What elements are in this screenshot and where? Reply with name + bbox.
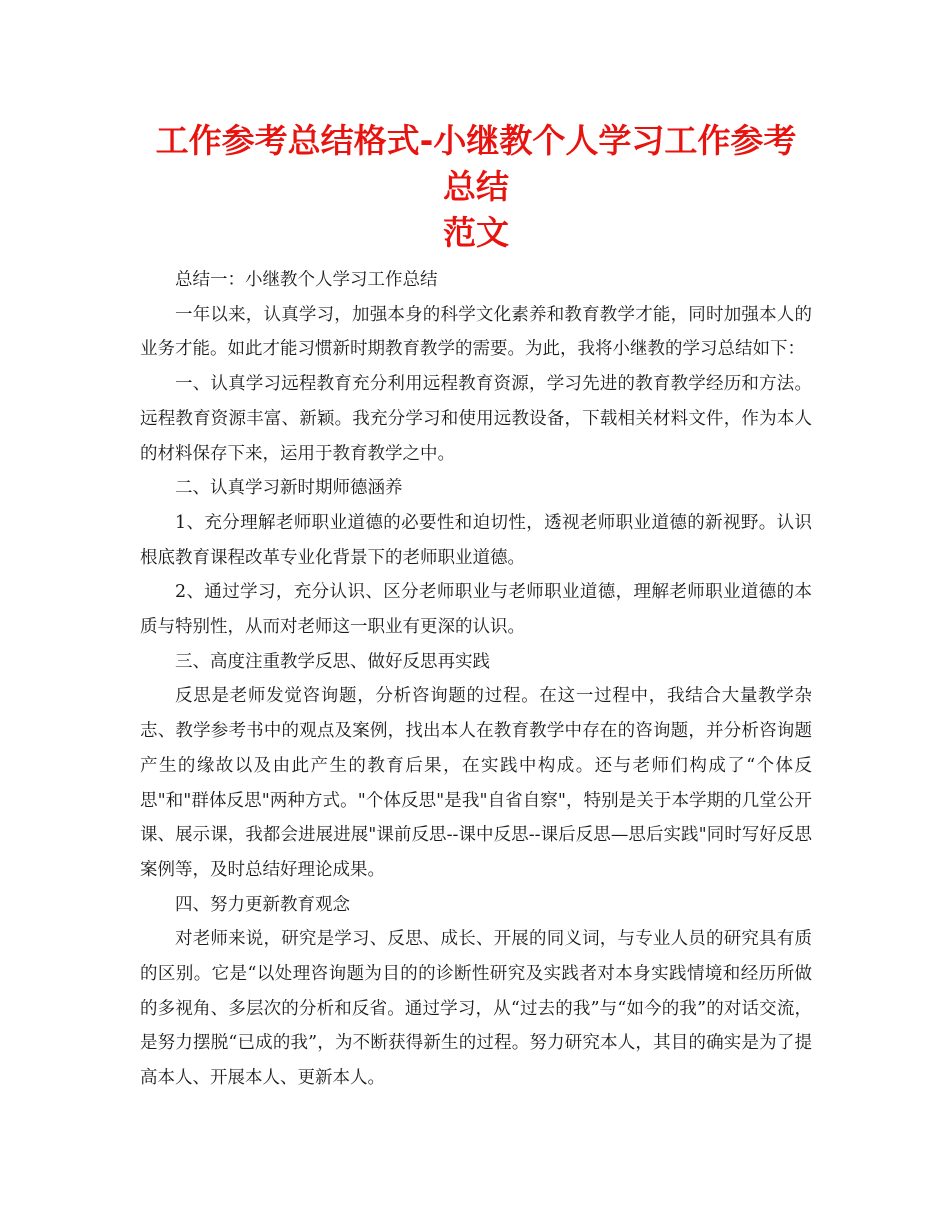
paragraph-intro: 一年以来，认真学习，加强本身的科学文化素养和教育教学才能，同时加强本人的业务才能。如此才能习惯新时期教育教学的需要。为此，我将小继教的学习总结如下： <box>140 304 812 360</box>
paragraph-summary-heading: 总结一：小继教个人学习工作总结 <box>175 270 438 290</box>
title-line-2: 范文 <box>443 213 509 252</box>
document-title <box>140 118 812 256</box>
paragraph-section-3-body: 反思是老师发觉咨询题，分析咨询题的过程。在这一过程中，我结合大量教学杂志、教学参考书中的观点及案例，找出本人在教育教学中存在的咨询题，并分析咨询题产生的缘故以及由此产生的教育后果，在实践中构成。还与老师们构成了“个体反思"和"群体反思"两种方式。"个体反思"是我"自省自察"，特别是关于本学期的几堂公开课、展示课，我都会进展进展"课前反思--课中反思--课后反思—思后实践"同时写好反思案例等，及时总结好理论成果。 <box>140 686 812 880</box>
paragraph-section-4-heading: 四、努力更新教育观念 <box>175 894 350 915</box>
paragraph-section-2-item-2: 2、通过学习，充分认识、区分老师职业与老师职业道德，理解老师职业道德的本质与特别性，从而对老师这一职业有更深的认识。 <box>140 582 812 638</box>
title-line-1: 工作参考总结格式-小继教个人学习工作参考总结 <box>155 121 797 206</box>
document-page <box>140 118 812 1096</box>
paragraph-section-1: 一、认真学习远程教育充分利用远程教育资源，学习先进的教育教学经历和方法。远程教育资源丰富、新颖。我充分学习和使用远教设备，下载相关材料文件，作为本人的材料保存下来，运用于教育教学之中。 <box>140 374 812 464</box>
paragraph-section-4-body: 对老师来说，研究是学习、反思、成长、开展的同义词，与专业人员的研究具有质的区别。它是“以处理咨询题为目的的诊断性研究及实践者对本身实践情境和经历所做的多视角、多层次的分析和反省。通过学习，从“过去的我”与“如今的我”的对话交流，是努力摆脱“已成的我”，为不断获得新生的过程。努力研究本人，其目的确实是为了提高本人、开展本人、更新本人。 <box>140 929 812 1089</box>
paragraph-section-2-heading: 二、认真学习新时期师德涵养 <box>175 478 403 499</box>
paragraph-section-3-heading: 三、高度注重教学反思、做好反思再实践 <box>175 651 490 672</box>
paragraph-section-2-item-1: 1、充分理解老师职业道德的必要性和迫切性，透视老师职业道德的新视野。认识根底教育课程改革专业化背景下的老师职业道德。 <box>140 512 812 568</box>
